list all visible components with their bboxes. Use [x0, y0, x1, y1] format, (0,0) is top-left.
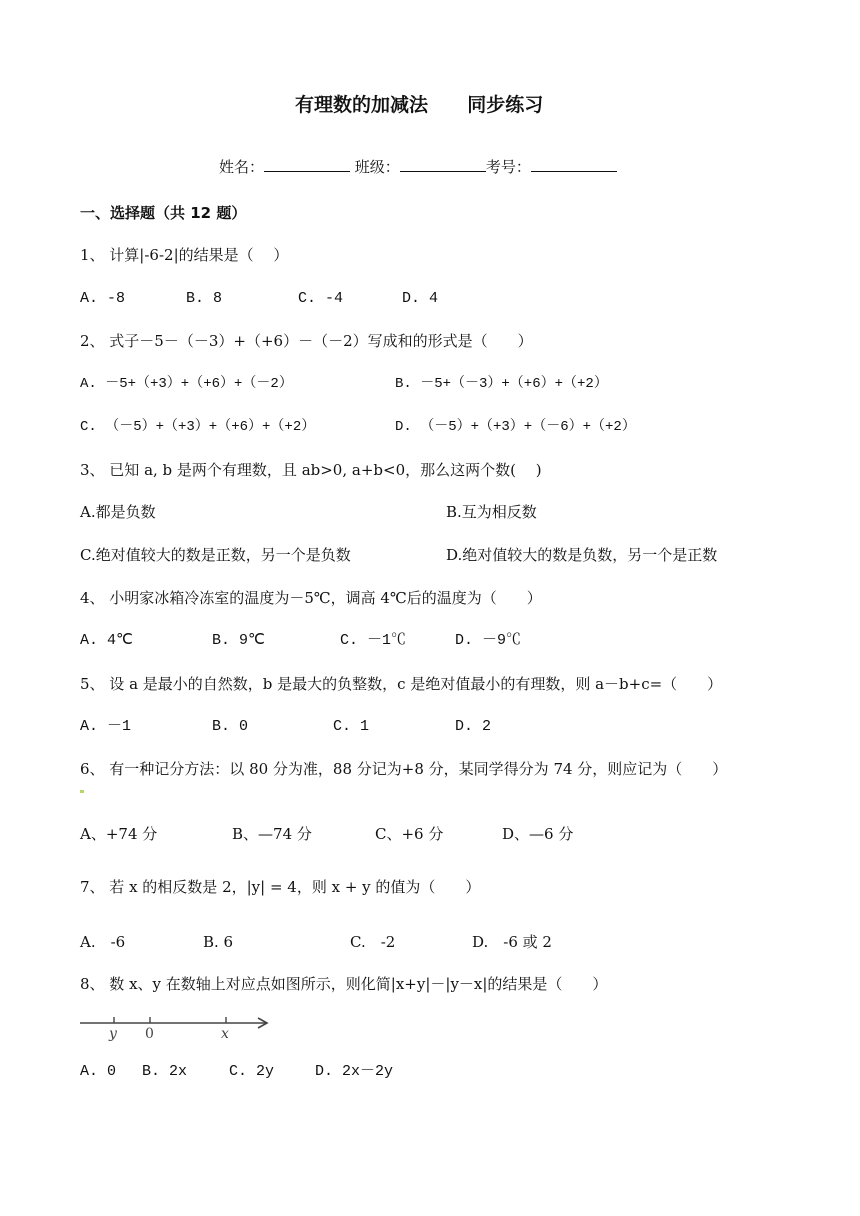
question-5-stem: 5、 设 a 是最小的自然数，b 是最大的负整数，c 是绝对值最小的有理数，则 a－b+c=（ ）	[80, 675, 723, 693]
q8-option-d: D. 2x－2y	[315, 1063, 394, 1080]
section-heading: 一、选择题（共 12 题）	[80, 204, 247, 222]
q1-option-d: D. 4	[402, 290, 439, 307]
title-sub: 同步练习	[467, 94, 544, 116]
question-1-stem: 1、 计算|-6-2|的结果是（ ）	[80, 246, 289, 264]
q3-option-d: D.绝对值较大的数是负数，另一个是正数	[446, 546, 718, 564]
title-main: 有理数的加减法	[295, 94, 429, 116]
q5-option-c: C. 1	[333, 718, 370, 735]
id-label: 考号：	[485, 158, 531, 176]
q2-option-c: C. （－5）+（+3）+（+6）+（+2）	[80, 419, 316, 435]
q5-option-a: A. －1	[80, 718, 132, 735]
q7-option-a: A. -6	[80, 933, 126, 951]
q2-option-d: D. （－5）+（+3）+（－6）+（+2）	[395, 419, 636, 435]
q5-option-d: D. 2	[455, 718, 492, 735]
class-label: 班级：	[354, 158, 400, 176]
q2-option-b: B. －5+（－3）+（+6）+（+2）	[395, 376, 608, 392]
q3-option-a: A.都是负数	[80, 503, 156, 521]
q8-option-a: A. 0	[80, 1063, 117, 1080]
q2-option-a: A. －5+（+3）+（+6）+（－2）	[80, 376, 293, 392]
q1-option-a: A. -8	[80, 290, 126, 307]
id-blank	[531, 157, 617, 172]
stray-mark	[80, 790, 84, 793]
q1-option-c: C. -4	[298, 290, 344, 307]
q7-option-b: B. 6	[203, 933, 234, 951]
q4-option-b: B. 9℃	[212, 632, 265, 649]
q3-option-c: C.绝对值较大的数是正数，另一个是负数	[80, 546, 351, 564]
question-2-stem: 2、 式子－5－（－3）+（+6）－（－2）写成和的形式是（ ）	[80, 332, 533, 350]
q4-option-d: D. －9℃	[455, 632, 522, 649]
label-y: y	[109, 1026, 117, 1042]
q4-option-a: A. 4℃	[80, 632, 133, 649]
label-zero: 0	[145, 1026, 154, 1042]
label-x: x	[221, 1026, 229, 1042]
question-6-stem: 6、 有一种记分方法：以 80 分为准，88 分记为+8 分，某同学得分为 74 分，则应记为（ ）	[80, 760, 728, 778]
question-3-stem: 3、 已知 a, b 是两个有理数，且 ab>0, a+b<0，那么这两个数( )	[80, 461, 542, 479]
class-blank	[400, 157, 486, 172]
page-title	[295, 95, 543, 115]
q8-option-b: B. 2x	[142, 1063, 188, 1080]
question-8-stem: 8、 数 x、y 在数轴上对应点如图所示，则化简|x+y|－|y－x|的结果是（ ）	[80, 975, 608, 993]
q1-option-b: B. 8	[186, 290, 223, 307]
q5-option-b: B. 0	[212, 718, 249, 735]
question-7-stem: 7、 若 x 的相反数是 2，|y| = 4，则 x + y 的值为（ ）	[80, 878, 481, 896]
name-label: 姓名：	[219, 158, 265, 176]
q7-option-c: C. -2	[350, 933, 396, 951]
q6-option-b: B、—74 分	[232, 825, 312, 843]
q8-option-c: C. 2y	[229, 1063, 275, 1080]
number-line-figure	[78, 1012, 274, 1042]
question-4-stem: 4、 小明家冰箱冷冻室的温度为－5℃，调高 4℃后的温度为（ ）	[80, 589, 542, 607]
q4-option-c: C. －1℃	[340, 632, 407, 649]
student-info-line	[219, 157, 617, 177]
q3-option-b: B.互为相反数	[446, 503, 537, 521]
q7-option-d: D. -6 或 2	[472, 933, 552, 951]
q6-option-d: D、—6 分	[502, 825, 574, 843]
q6-option-c: C、+6 分	[375, 825, 444, 843]
q6-option-a: A、+74 分	[80, 825, 158, 843]
name-blank	[264, 157, 350, 172]
